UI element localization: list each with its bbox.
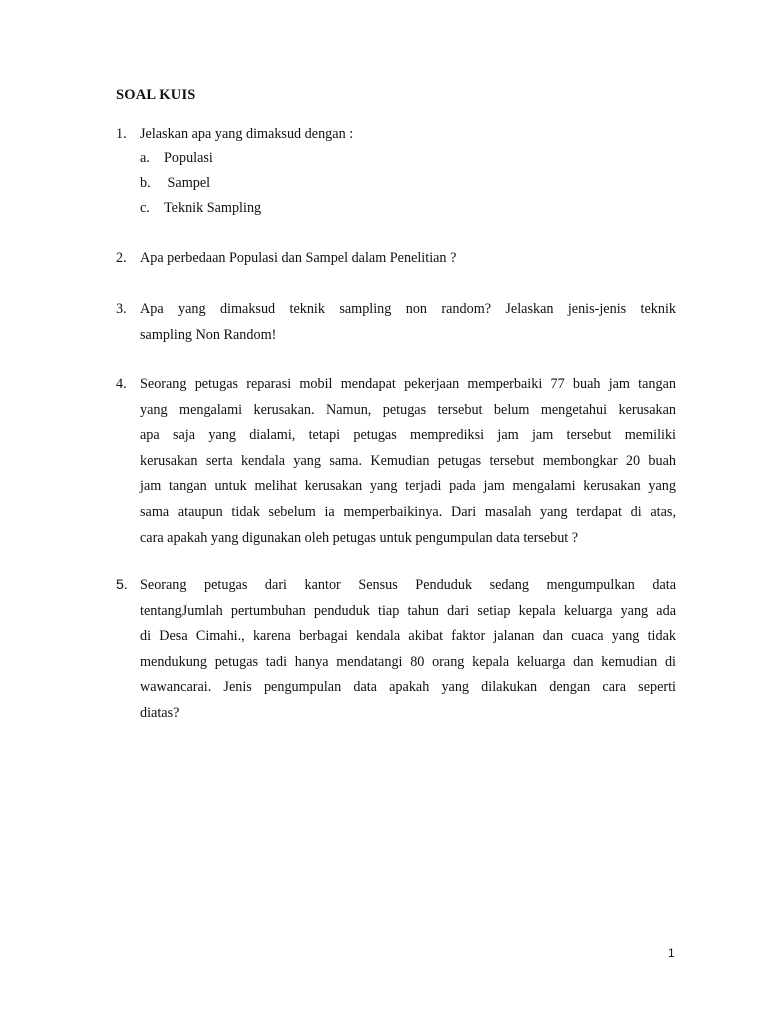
sub-item-c [140, 200, 261, 217]
question-number: 1. [116, 126, 127, 142]
question-line: jam tangan untuk melihat kerusakan yang terjadi pada jam mengalami kerusakan yang [140, 478, 676, 495]
question-line: Seorang petugas dari kantor Sensus Penduduk sedang mengumpulkan data [140, 577, 676, 593]
sub-item-b [140, 175, 210, 192]
question-number: 3. [116, 301, 127, 317]
sub-item-text: Sampel [164, 175, 211, 191]
page-number: 1 [668, 946, 675, 960]
question-3 [116, 297, 676, 348]
sub-item-letter: b. [140, 175, 151, 191]
question-number: 5. [116, 577, 128, 593]
question-4 [116, 372, 676, 551]
sub-item-letter: a. [140, 150, 150, 166]
question-line: apa saja yang dialami, tetapi petugas memprediksi jam jam tersebut memiliki [140, 427, 676, 444]
question-line: Seorang petugas reparasi mobil mendapat pekerjaan memperbaiki 77 buah jam tangan [140, 376, 676, 392]
question-text: Jelaskan apa yang dimaksud dengan : [140, 126, 354, 142]
question-line: wawancarai. Jenis pengumpulan data apakah yang dilakukan dengan cara seperti [140, 679, 676, 696]
sub-item-text: Teknik Sampling [164, 200, 262, 216]
question-number: 2. [116, 250, 127, 266]
question-5 [116, 573, 676, 727]
question-line: kerusakan serta kendala yang sama. Kemudian petugas tersebut membongkar 20 buah [140, 452, 676, 469]
sub-item-text: Populasi [164, 150, 213, 166]
question-line: mendukung petugas tadi hanya mendatangi 80 orang kepala keluarga dan kemudian di [140, 653, 676, 670]
sub-item-a [140, 150, 213, 167]
question-1 [116, 122, 676, 148]
question-number: 4. [116, 376, 127, 392]
page-title: SOAL KUIS [116, 87, 196, 103]
question-line: cara apakah yang digunakan oleh petugas untuk pengumpulan data tersebut ? [140, 529, 579, 546]
question-line: di Desa Cimahi., karena berbagai kendala akibat faktor jalanan dan cuaca yang tidak [140, 628, 676, 645]
sub-item-letter: c. [140, 200, 150, 216]
question-line: sampling Non Random! [140, 326, 277, 343]
question-line: sama ataupun tidak sebelum ia memperbaikinya. Dari masalah yang terdapat di atas, [140, 503, 676, 520]
question-line: yang mengalami kerusakan. Namun, petugas tersebut belum mengetahui kerusakan [140, 401, 676, 418]
question-text: Apa perbedaan Populasi dan Sampel dalam Penelitian ? [140, 250, 457, 266]
question-line: diatas? [140, 704, 180, 721]
question-line: Apa yang dimaksud teknik sampling non random? Jelaskan jenis-jenis teknik [140, 301, 676, 317]
question-line: tentangJumlah pertumbuhan penduduk tiap tahun dari setiap kepala keluarga yang ada [140, 602, 676, 619]
question-2 [116, 246, 676, 272]
